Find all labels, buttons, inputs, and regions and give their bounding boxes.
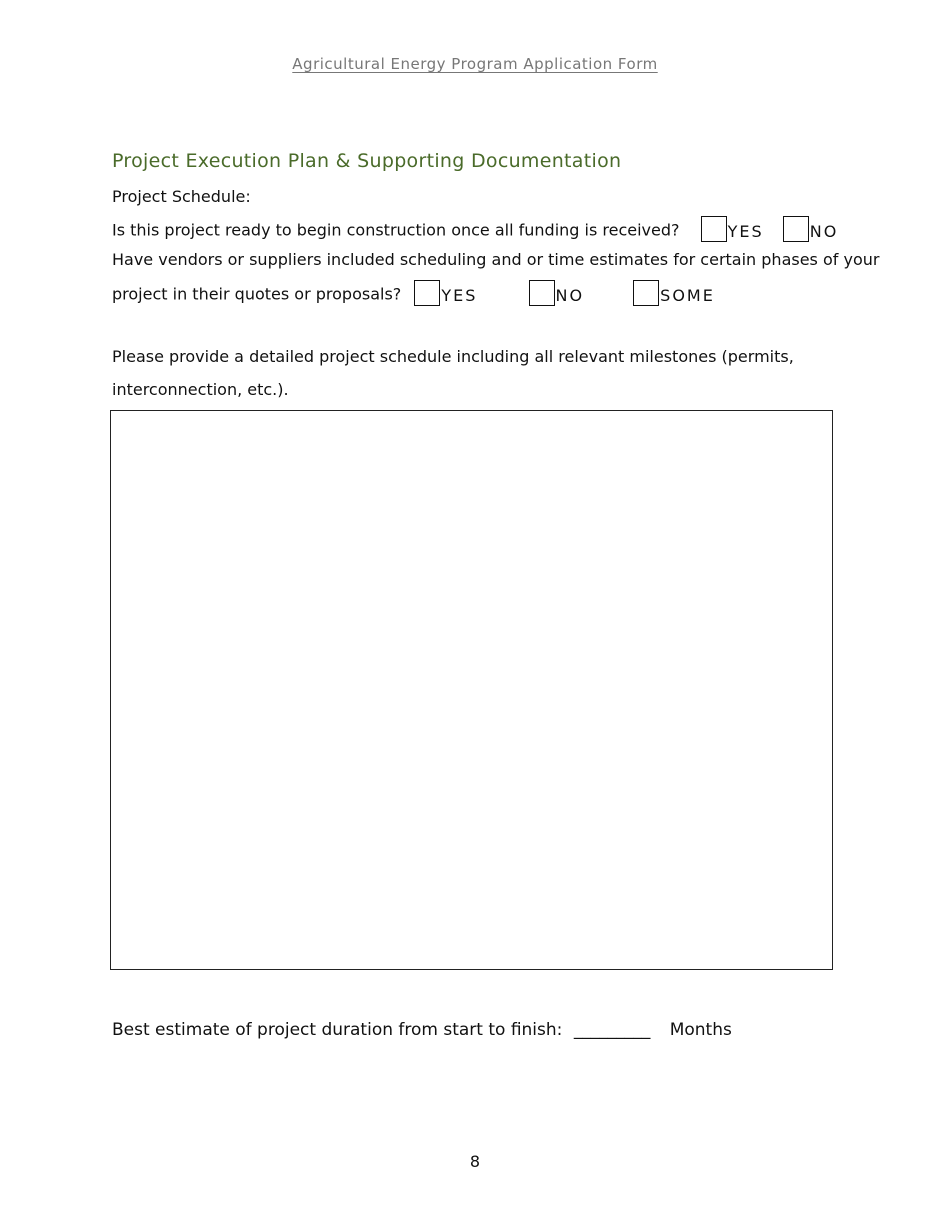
vendor-some-option <box>633 282 715 308</box>
ready-no-checkbox[interactable] <box>783 216 809 242</box>
page-number: 8 <box>469 1152 481 1171</box>
project-schedule-textarea[interactable] <box>110 410 833 970</box>
project-duration-label: Best estimate of project duration from start to finish: <box>112 1020 563 1040</box>
project-duration-unit: Months <box>669 1020 732 1040</box>
question-vendor-scheduling <box>112 282 715 308</box>
project-duration-field[interactable]: _________ <box>573 1020 651 1040</box>
vendor-no-label: NO <box>555 285 585 305</box>
vendor-yes-checkbox[interactable] <box>414 280 440 306</box>
vendor-no-checkbox[interactable] <box>529 280 555 306</box>
vendor-some-label: SOME <box>660 285 715 305</box>
ready-no-label: NO <box>809 221 839 241</box>
schedule-prompt-line1: Please provide a detailed project schedule including all relevant milestones (permits, <box>112 347 794 366</box>
document-header-title: Agricultural Energy Program Application Form <box>292 55 658 73</box>
section-heading: Project Execution Plan & Supporting Documentation <box>112 150 622 172</box>
project-schedule-subheading: Project Schedule: <box>112 187 251 206</box>
ready-yes-option <box>701 218 764 244</box>
question-ready-to-build-text: Is this project ready to begin construction once all funding is received? <box>112 220 680 240</box>
project-duration-row <box>112 1020 732 1040</box>
vendor-yes-option <box>414 282 477 308</box>
ready-no-option <box>783 218 839 244</box>
ready-yes-checkbox[interactable] <box>701 216 727 242</box>
question-vendor-scheduling-line1: Have vendors or suppliers included scheduling and or time estimates for certain phases of your <box>112 250 880 269</box>
vendor-some-checkbox[interactable] <box>633 280 659 306</box>
question-ready-to-build <box>112 218 838 244</box>
ready-yes-label: YES <box>727 221 764 241</box>
schedule-prompt-line2: interconnection, etc.). <box>112 380 289 399</box>
vendor-yes-label: YES <box>441 285 478 305</box>
vendor-no-option <box>529 282 585 308</box>
question-vendor-scheduling-line2: project in their quotes or proposals? <box>112 284 402 304</box>
